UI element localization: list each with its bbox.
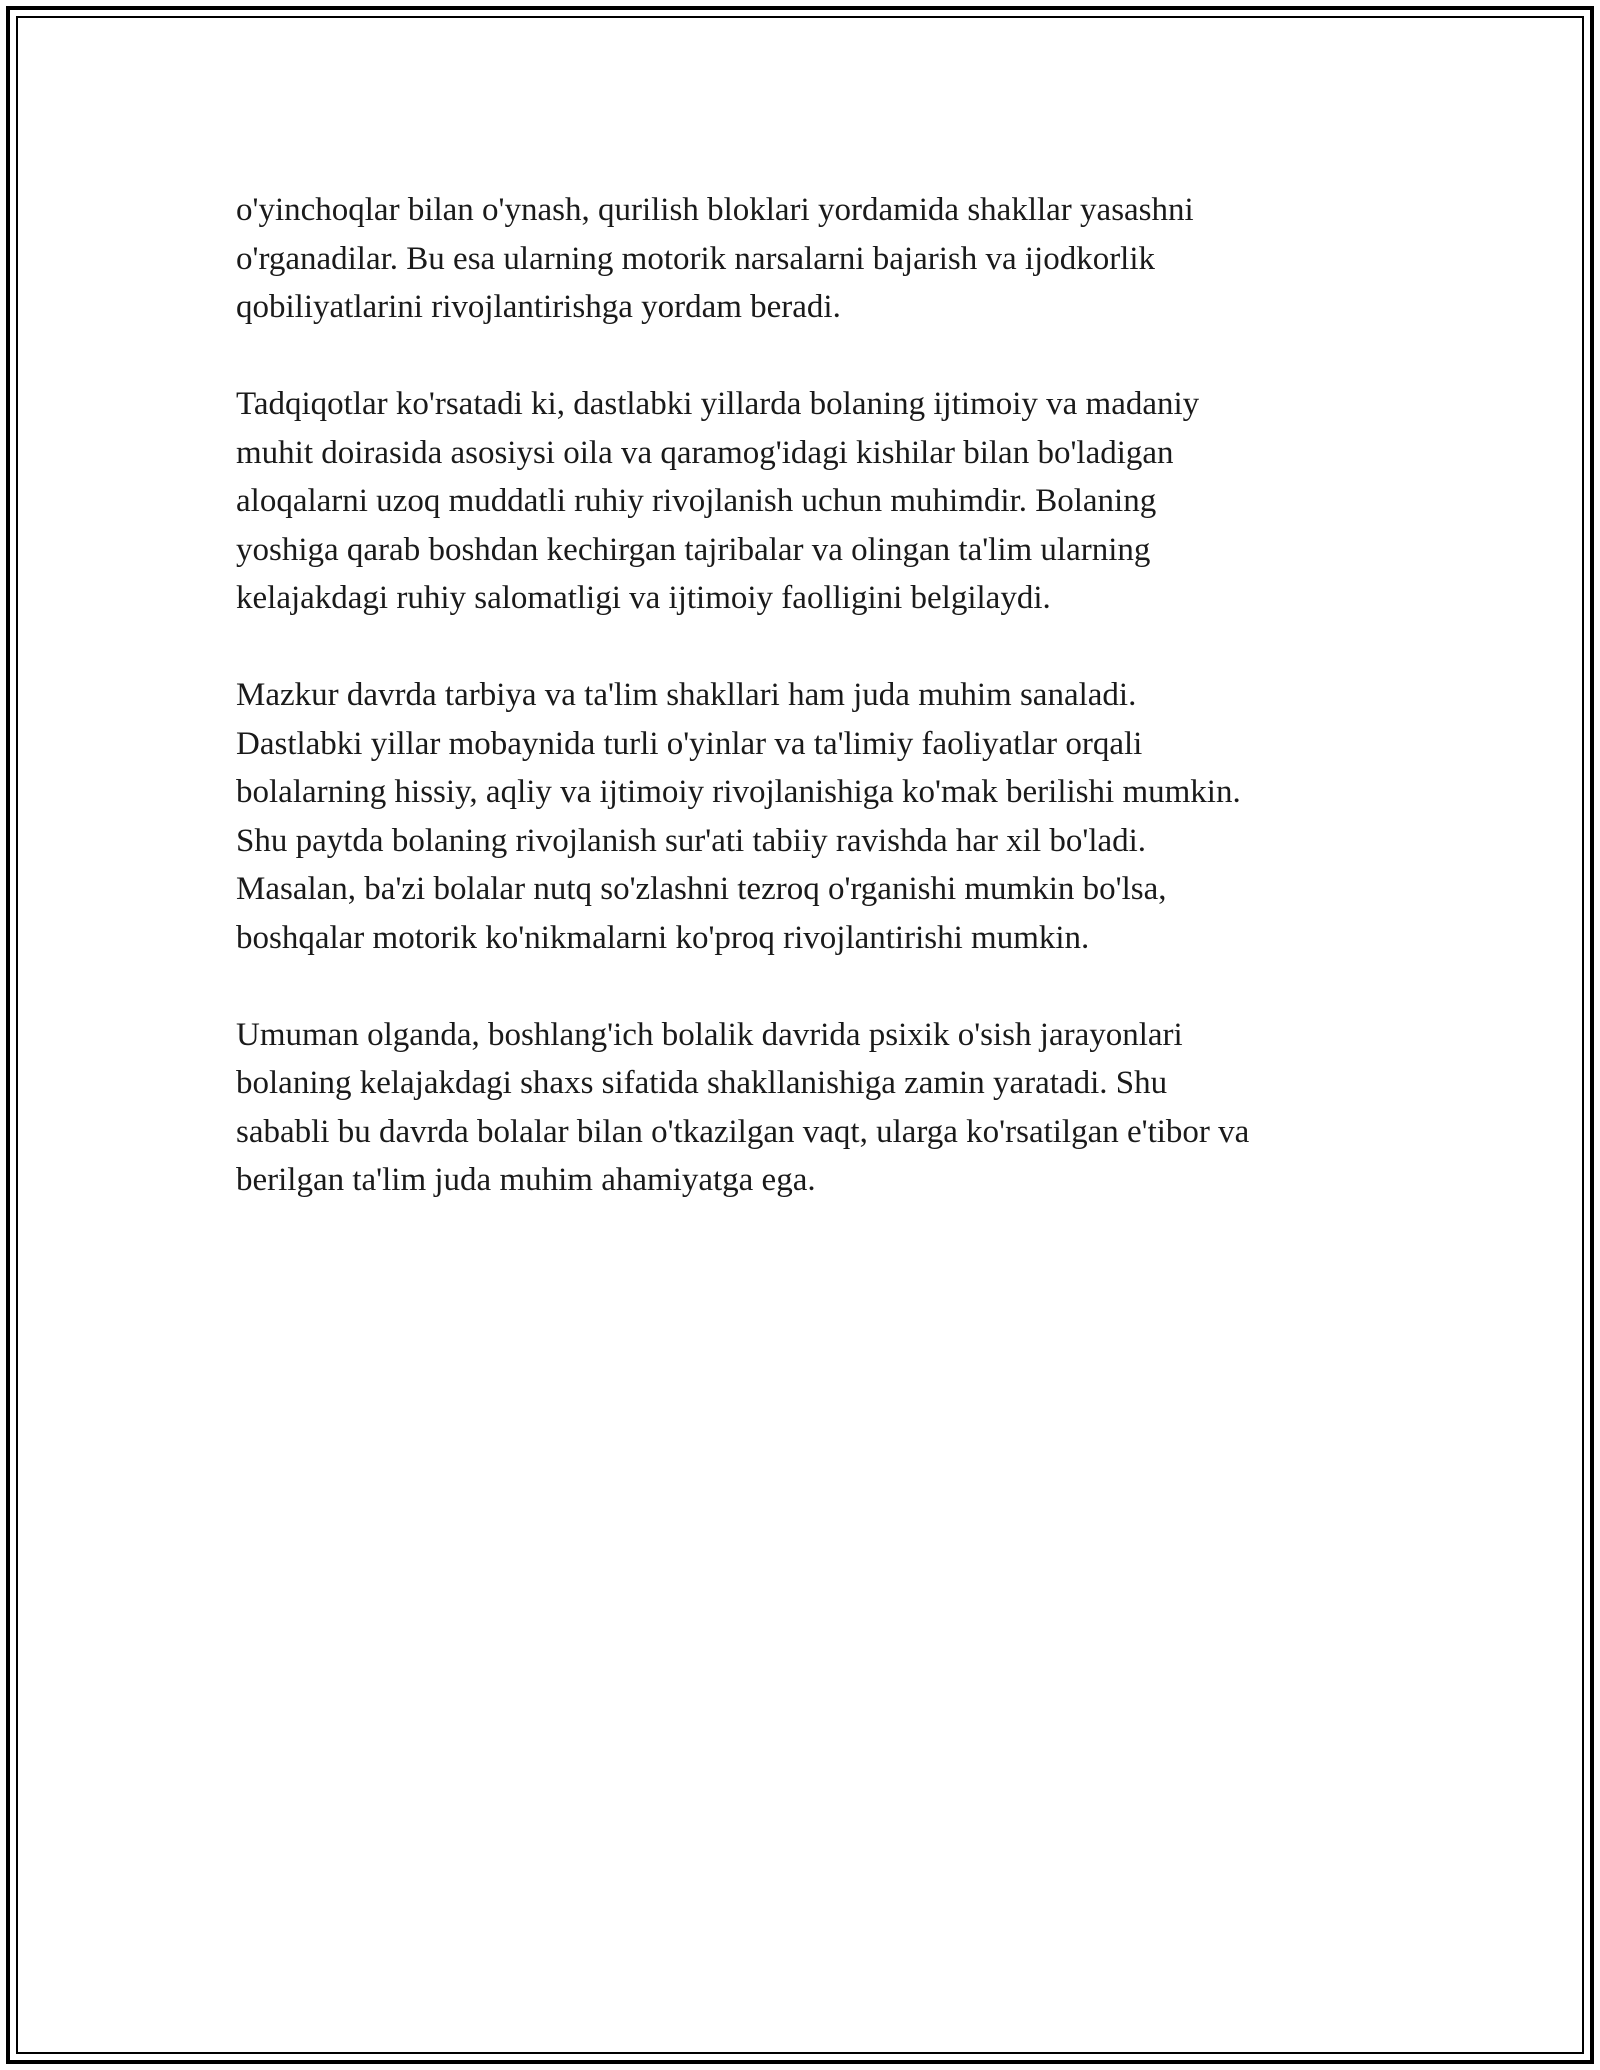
- text-line: o'yinchoqlar bilan o'ynash, qurilish bloklari yordamida shakllar yasashni: [236, 192, 1194, 228]
- text-line: Umuman olganda, boshlang'ich bolalik davrida psixik o'sish jarayonlari: [236, 1016, 1183, 1053]
- text-line: bolaning kelajakdagi shaxs sifatida shakllanishiga zamin yaratadi. Shu: [236, 1065, 1168, 1101]
- text-line: o'rganadilar. Bu esa ularning motorik narsalarni bajarish va ijodkorlik: [236, 240, 1156, 277]
- text-line: yoshiga qarab boshdan kechirgan tajribalar va olingan ta'lim ularning: [236, 531, 1151, 568]
- text-line: aloqalarni uzoq muddatli ruhiy rivojlanish uchun muhimdir. Bolaning: [236, 483, 1157, 519]
- paragraph-2: [236, 380, 1376, 623]
- text-line: qobiliyatlarini rivojlantirishga yordam beradi.: [236, 289, 841, 325]
- text-line: berilgan ta'lim juda muhim ahamiyatga ega.: [236, 1162, 816, 1198]
- paragraph-3: [236, 671, 1376, 962]
- paragraph-4: [236, 1011, 1376, 1205]
- text-line: Shu paytda bolaning rivojlanish sur'ati tabiiy ravishda har xil bo'ladi.: [236, 822, 1147, 859]
- text-line: kelajakdagi ruhiy salomatligi va ijtimoiy faolligini belgilaydi.: [236, 580, 1051, 616]
- text-line: boshqalar motorik ko'nikmalarni ko'proq rivojlantirishi mumkin.: [236, 919, 1090, 956]
- text-line: Dastlabki yillar mobaynida turli o'yinlar va ta'limiy faoliyatlar orqali: [236, 725, 1143, 762]
- text-line: muhit doirasida asosiysi oila va qaramog'idagi kishilar bilan bo'ladigan: [236, 434, 1174, 471]
- text-line: Masalan, ba'zi bolalar nutq so'zlashni tezroq o'rganishi mumkin bo'lsa,: [236, 871, 1167, 907]
- text-line: Tadqiqotlar ko'rsatadi ki, dastlabki yillarda bolaning ijtimoiy va madaniy: [236, 386, 1200, 422]
- text-line: sababli bu davrda bolalar bilan o'tkazilgan vaqt, ularga ko'rsatilgan e'tibor va: [236, 1113, 1250, 1150]
- paragraph-1: [236, 186, 1376, 332]
- document-body: [236, 186, 1376, 1253]
- text-line: bolalarning hissiy, aqliy va ijtimoiy rivojlanishiga ko'mak berilishi mumkin.: [236, 774, 1241, 810]
- text-line: Mazkur davrda tarbiya va ta'lim shakllari ham juda muhim sanaladi.: [236, 677, 1137, 713]
